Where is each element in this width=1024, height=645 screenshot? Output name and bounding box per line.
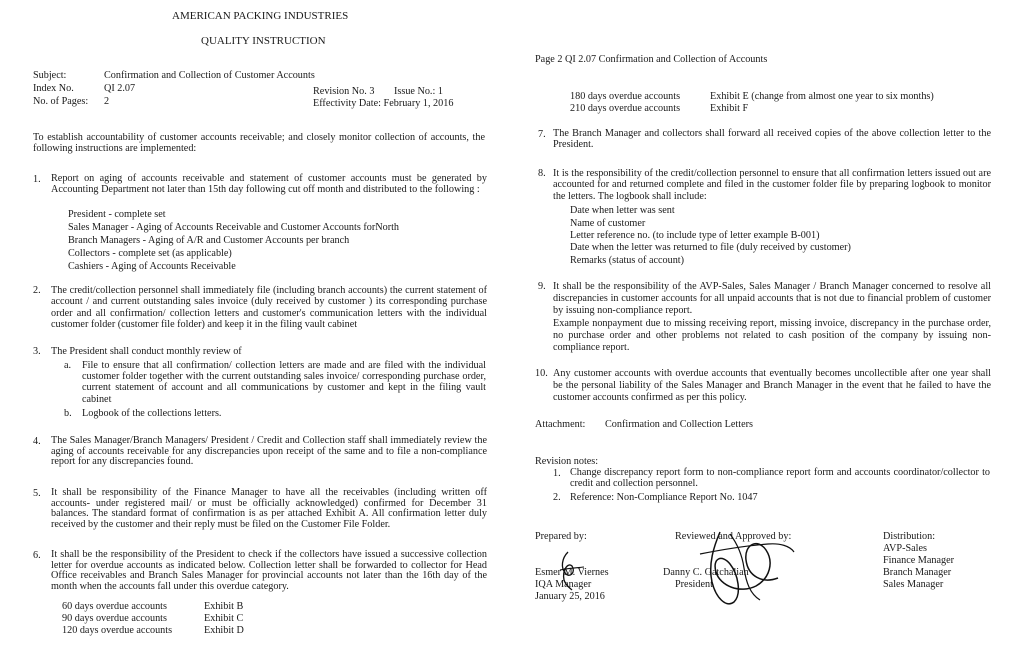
distribution-label: Distribution: (883, 531, 936, 542)
item-5-number: 5. (33, 488, 41, 499)
attachment-value: Confirmation and Collection Letters (605, 419, 753, 430)
schedule-days: 180 days overdue accounts (570, 91, 681, 102)
distribution-entry: AVP-Sales (883, 543, 927, 554)
schedule-days: 120 days overdue accounts (62, 625, 173, 636)
revision-number: Revision No. 3 (313, 86, 375, 97)
item-6-text: It shall be the responsibility of the President to check if the collectors have issued a successive collection letter for overdue accounts as indicated below. Collection letter shall be forwarded to collector for Head Office receivables and Branch Sales Manager for provincial accounts not later than the 16th day of the month when the accounts fall under this overdue category. (51, 549, 487, 592)
revision-note-number: 2. (553, 492, 561, 503)
pages-value: 2 (104, 96, 110, 107)
item-2-number: 2. (33, 285, 41, 296)
subject-label: Subject: (33, 70, 67, 81)
revision-notes-label: Revision notes: (535, 456, 599, 467)
item-6-number: 6. (33, 550, 41, 561)
item-7-number: 7. (538, 129, 546, 140)
distribution-item: Branch Managers - Aging of A/R and Customer Accounts per branch (68, 235, 350, 246)
reviewed-by-title: President (675, 579, 713, 590)
reviewed-by-name: Danny C. Gatchalian (663, 567, 749, 578)
distribution-entry: Finance Manager (883, 555, 954, 566)
prepared-by-label: Prepared by: (535, 531, 587, 542)
schedule-exhibit: Exhibit F (710, 103, 749, 114)
schedule-days: 210 days overdue accounts (570, 103, 681, 114)
index-label: Index No. (33, 83, 74, 94)
issue-number: Issue No.: 1 (394, 86, 443, 97)
item-3a-label: a. (64, 360, 72, 371)
distribution-item: President - complete set (68, 209, 166, 220)
intro-paragraph: To establish accountability of customer accounts receivable; and closely monitor collection of accounts, the following instructions are implemented: (33, 132, 485, 154)
schedule-days: 60 days overdue accounts (62, 601, 167, 612)
item-8-number: 8. (538, 168, 546, 179)
item-3a-text: File to ensure that all confirmation/ collection letters are made and are filed with the individual customer folder together with the current outstanding sales invoice/ corresponding purchase order, current statement of account and all communications by customer and kept in the filing vault cabinet (82, 360, 486, 405)
revision-note-number: 1. (553, 468, 561, 479)
logbook-item: Remarks (status of account) (570, 255, 685, 266)
item-4-number: 4. (33, 436, 41, 447)
page-2-header: Page 2 QI 2.07 Confirmation and Collection of Accounts (535, 54, 768, 65)
item-9-number: 9. (538, 281, 546, 292)
pages-label: No. of Pages: (33, 96, 89, 107)
schedule-exhibit: Exhibit D (204, 625, 244, 636)
index-value: QI 2.07 (104, 83, 136, 94)
revision-note-text: Change discrepancy report form to non-compliance report form and accounts coordinator/collector to credit and collection personnel. (570, 467, 990, 489)
item-8-text: It is the responsibility of the credit/collection personnel to ensure that all confirmation letters issued out are accounted for and returned complete and filed in the customer folder file by preparing logbook to monitor the letters. The logbook shall include: (553, 168, 991, 202)
prepared-date: January 25, 2016 (535, 591, 605, 602)
company-name: AMERICAN PACKING INDUSTRIES (172, 10, 349, 22)
distribution-entry: Branch Manager (883, 567, 952, 578)
item-1-number: 1. (33, 174, 41, 185)
item-3-number: 3. (33, 346, 41, 357)
approver-signature (690, 524, 800, 612)
subject-value: Confirmation and Collection of Customer Accounts (104, 70, 315, 81)
distribution-item: Cashiers - Aging of Accounts Receivable (68, 261, 236, 272)
schedule-exhibit: Exhibit E (change from almost one year to six months) (710, 91, 934, 102)
prepared-by-title: IQA Manager (535, 579, 592, 590)
distribution-item: Sales Manager - Aging of Accounts Receivable and Customer Accounts forNorth (68, 222, 400, 233)
distribution-entry: Sales Manager (883, 579, 944, 590)
item-3b-text: Logbook of the collections letters. (82, 408, 222, 419)
logbook-item: Name of customer (570, 218, 646, 229)
item-7-text: The Branch Manager and collectors shall forward all received copies of the above collection letter to the President. (553, 128, 991, 150)
item-3-text: The President shall conduct monthly review of (51, 346, 242, 357)
reviewed-by-label: Reviewed and Approved by: (675, 531, 792, 542)
revision-note-text: Reference: Non-Compliance Report No. 1047 (570, 492, 758, 503)
logbook-item: Date when the letter was returned to file (duly received by customer) (570, 242, 851, 253)
item-9-example: Example nonpayment due to missing receiving report, missing invoice, discrepancy in the purchase order, no purchase order and other problems not related to cash position of the company by issuing non-compliance report. (553, 318, 991, 353)
attachment-label: Attachment: (535, 419, 586, 430)
schedule-days: 90 days overdue accounts (62, 613, 167, 624)
preparer-signature (554, 548, 594, 592)
schedule-exhibit: Exhibit B (204, 601, 244, 612)
item-9-text: It shall be the responsibility of the AVP-Sales, Sales Manager / Branch Manager concerned to resolve all discrepancies in customer accounts for all unpaid accounts that is not due to financial problem of customer by issuing non-compliance report. (553, 281, 991, 316)
item-5-text: It shall be responsibility of the Finance Manager to have all the receivables (including written off accounts- under registered mail/ or must be officially acknowledged) confirmed for December 31 balances. The standard format of confirmation is as per attached Exhibit A. All confirmation letter duly received by the customer and their reply must be filed on the Customer File Folder. (51, 487, 487, 530)
logbook-item: Date when letter was sent (570, 205, 675, 216)
distribution-item: Collectors - complete set (as applicable) (68, 248, 232, 259)
item-4-text: The Sales Manager/Branch Managers/ President / Credit and Collection staff shall immediately review the aging of accounts receivable for any discrepancies upon receipt of the same and to file a non-compliance report for any discrepancies found. (51, 435, 487, 468)
item-10-text: Any customer accounts with overdue accounts that eventually becomes uncollectible after one year shall be the personal liability of the Sales Manager and Branch Manager in the event that he failed to have the customer accounts confirmed as per this policy. (553, 368, 991, 403)
item-2-text: The credit/collection personnel shall immediately file (including branch accounts) the current statement of account / and current outstanding sales invoice (duly received by customer ) its corresponding purchase order and all confirmation/ collection letters and customer's communication letters with the individual customer folder (customer file folder) and keep it in the filing vault cabinet (51, 285, 487, 331)
item-1-text: Report on aging of accounts receivable and statement of customer accounts must be generated by Accounting Department not later than 15th day following cut off month and distributed to the following : (51, 173, 487, 195)
item-3b-label: b. (64, 408, 72, 419)
prepared-by-name: Esmer M. Viernes (535, 567, 609, 578)
schedule-exhibit: Exhibit C (204, 613, 244, 624)
document-type: QUALITY INSTRUCTION (201, 35, 326, 47)
item-10-number: 10. (535, 368, 548, 379)
logbook-item: Letter reference no. (to include type of letter example B-001) (570, 230, 820, 241)
effectivity-date: Effectivity Date: February 1, 2016 (313, 98, 454, 109)
